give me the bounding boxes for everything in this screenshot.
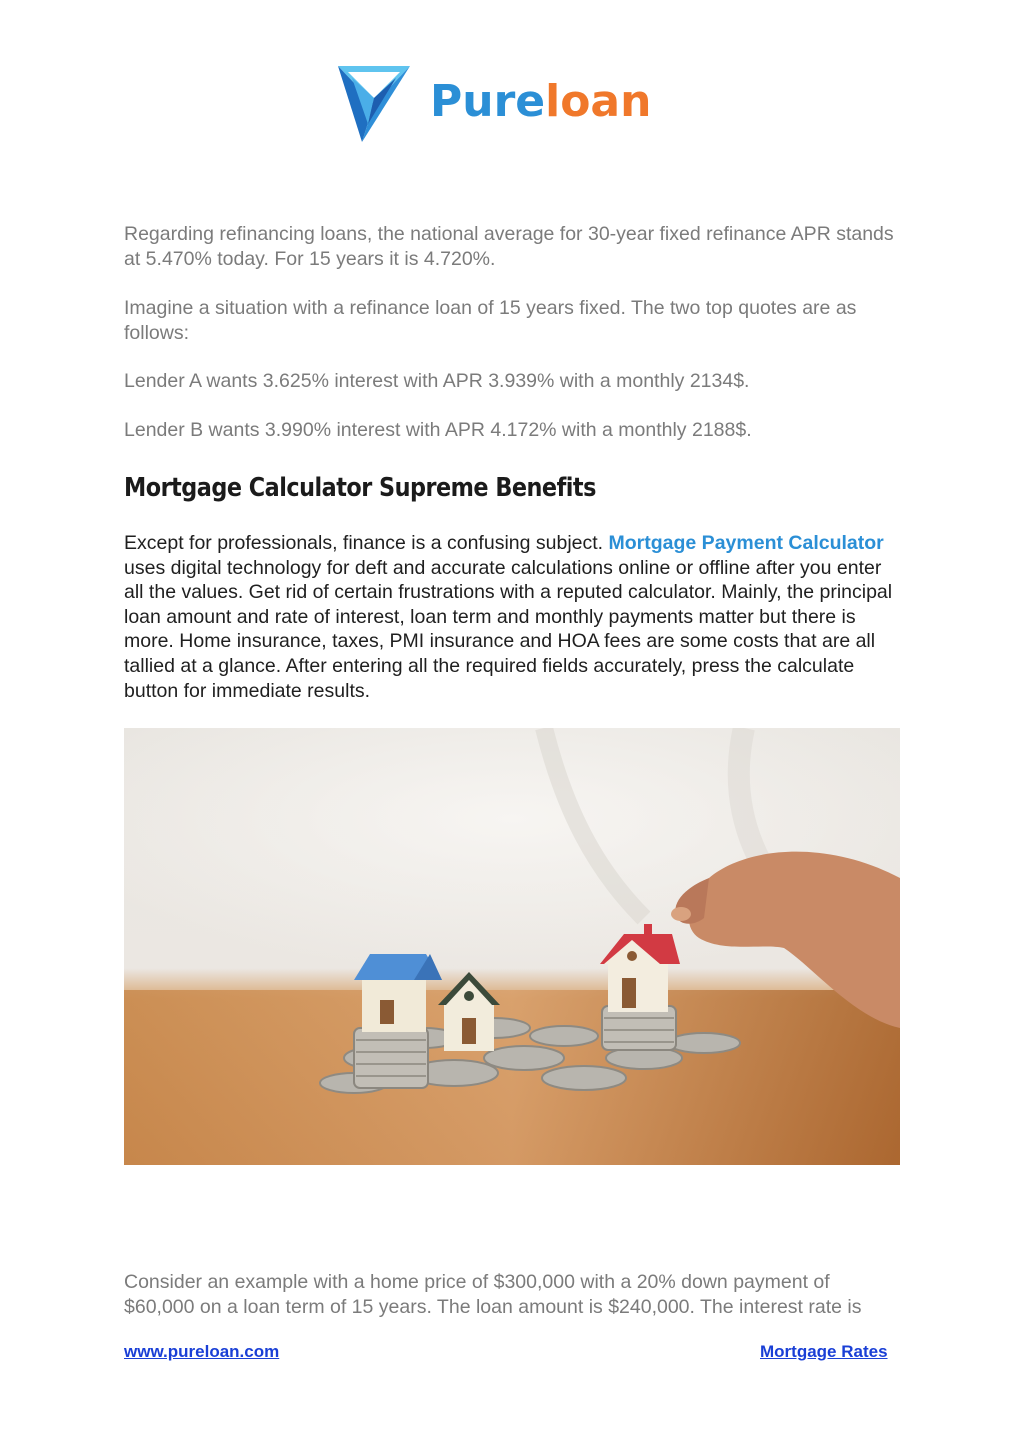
example-paragraph: Consider an example with a home price of $300,000 with a 20% down payment of $60,000 on a loan term of 15 years. The loan amount is $240,000. The interest rate is [124, 1271, 862, 1318]
mortgage-payment-calculator-link[interactable]: Mortgage Payment Calculator [608, 532, 884, 554]
refinance-situation-paragraph: Imagine a situation with a refinance loan of 15 years fixed. The two top quotes are as follows: [124, 297, 857, 344]
lender-b-paragraph: Lender B wants 3.990% interest with APR 4.172% with a monthly 2188$. [124, 419, 752, 441]
refinance-average-paragraph: Regarding refinancing loans, the national average for 30-year fixed refinance APR stands at 5.470% today. For 15 years it is 4.720%. [124, 223, 894, 270]
body-text-after-link: uses digital technology for deft and accurate calculations online or offline after you enter all the values. Get rid of certain frustrations with a reputed calculator. Mainly, the principal loan amount and rate of interest, loan term and monthly payments matter but there is more. Home insurance, taxes, PMI insurance and HOA fees are some costs that are all tallied at a glance. After entering all the required fields accurately, press the calculate button for immediate results. [124, 556, 893, 702]
section-heading: Mortgage Calculator Supreme Benefits [124, 473, 596, 503]
footer-mortgage-rates-link[interactable]: Mortgage Rates [760, 1342, 888, 1361]
logo-wordmark [430, 72, 651, 132]
pureloan-logo [338, 62, 678, 144]
logo-part-loan: loan [545, 76, 652, 127]
houses-on-coins-photo [124, 728, 900, 1165]
footer-pureloan-link[interactable]: www.pureloan.com [124, 1342, 280, 1361]
calculator-benefits-paragraph [124, 531, 904, 703]
logo-part-pure: Pure [430, 76, 546, 127]
lender-a-paragraph: Lender A wants 3.625% interest with APR 3.939% with a monthly 2134$. [124, 370, 750, 392]
triangle-logo-icon [338, 62, 412, 144]
body-text-before-link: Except for professionals, finance is a confusing subject. [124, 532, 609, 554]
